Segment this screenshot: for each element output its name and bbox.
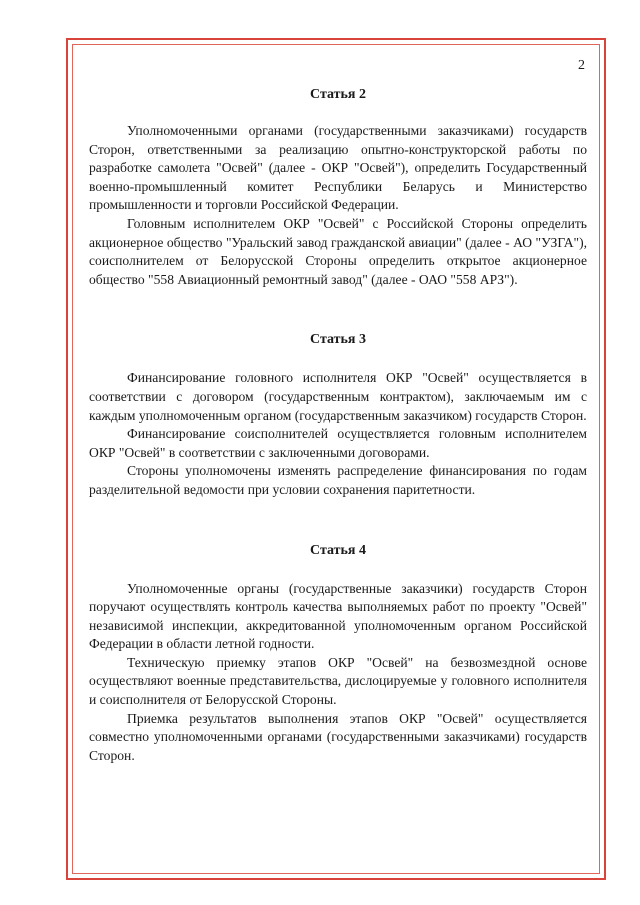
paragraph: Финансирование головного исполнителя ОКР "Освей" осуществляется в соответствии с договором (государственным контрактом), заключаемым им с каждым уполномоченным органом (государственным заказчиком) государств Сторон. (89, 370, 587, 423)
article-title: Статья 2 (310, 87, 366, 102)
article-title: Статья 3 (310, 332, 366, 348)
page-number: 2 (578, 58, 585, 73)
article-2 (89, 86, 587, 289)
paragraph: Стороны уполномочены изменять распределение финансирования по годам разделительной ведомости при условии сохранения паритетности. (89, 463, 587, 497)
paragraph: Головным исполнителем ОКР "Освей" с Российской Стороны определить акционерное общество "Уральский завод гражданской авиации" (далее - АО "УЗГА"), соисполнителем от Белорусской Стороны определить открытое акционерное общество "558 Авиационный ремонтный завод" (далее - ОАО "558 АРЗ"). (89, 215, 587, 287)
paragraph: Финансирование соисполнителей осуществляется головным исполнителем ОКР "Освей" в соответствии с заключенными договорами. (89, 426, 587, 460)
paragraph: Приемка результатов выполнения этапов ОКР "Освей" осуществляется совместно уполномоченными органами (государственными заказчиками) государств Сторон. (89, 710, 587, 763)
article-3 (89, 331, 587, 499)
paragraph: Уполномоченными органами (государственными заказчиками) государств Сторон, ответственными за реализацию опытно-конструкторской работы по разработке самолета "Освей" (далее - ОКР "Освей"), определить Государственный военно-промышленный комитет Республики Беларусь и Министерство промышленности и торговли Российской Федерации. (89, 123, 587, 213)
paragraph: Уполномоченные органы (государственные заказчики) государств Сторон поручают осуществлять контроль качества выполняемых работ по проекту "Освей" независимой инспекции, аккредитованной уполномоченным органом Российской Федерации в области летной годности. (89, 580, 587, 652)
paragraph: Техническую приемку этапов ОКР "Освей" на безвозмездной основе осуществляют военные представительства, дислоцируемые у головного исполнителя и соисполнителя от Белорусской Стороны. (89, 654, 587, 708)
article-title: Статья 4 (310, 542, 366, 558)
document-body (89, 86, 587, 765)
article-4 (89, 542, 587, 766)
